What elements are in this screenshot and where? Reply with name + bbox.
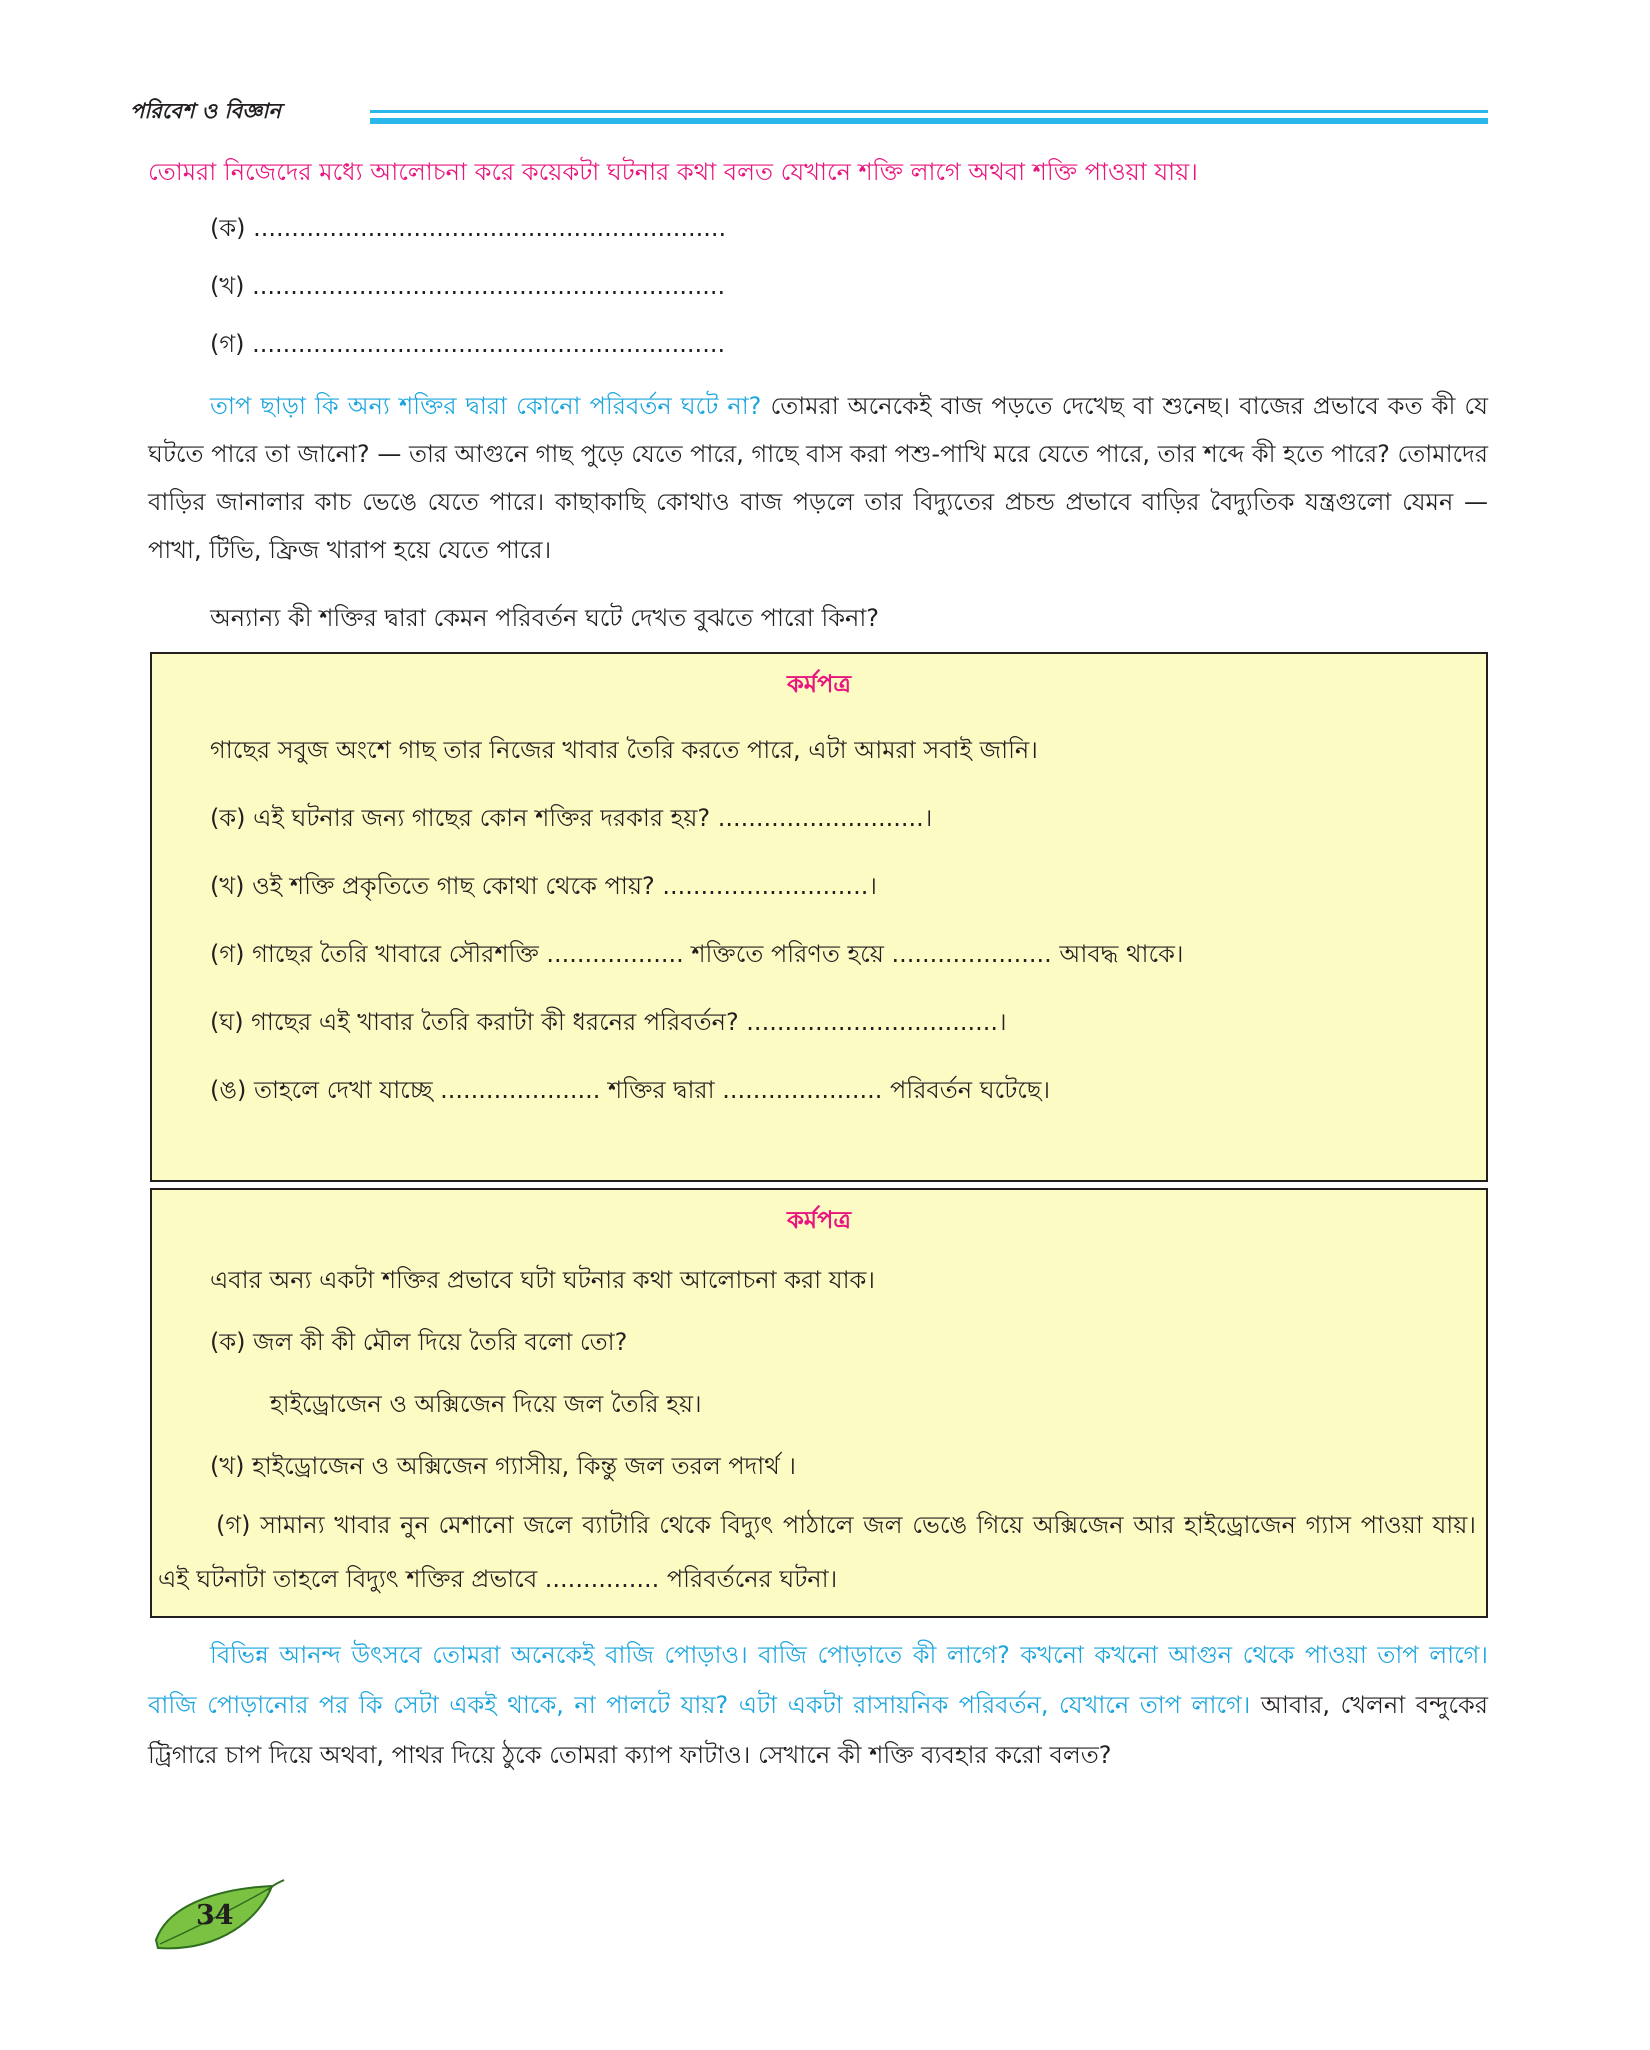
worksheet-intro: এবার অন্য একটা শক্তির প্রভাবে ঘটা ঘটনার কথা আলোচনা করা যাক।	[210, 1266, 875, 1294]
page-number: 34	[196, 1900, 234, 1931]
worksheet-item-kha: (খ) ওই শক্তি প্রকৃতিতে গাছ কোথা থেকে পায়? ...........................।	[210, 872, 877, 900]
intro-prompt: তোমরা নিজেদের মধ্যে আলোচনা করে কয়েকটা ঘটনার কথা বলত যেখানে শক্তি লাগে অথবা শক্তি পাওয়া যায়।	[148, 158, 1198, 186]
worksheet-item-ga: (গ) গাছের তৈরি খাবারে সৌরশক্তি .................. শক্তিতে পরিণত হয়ে ..................... আবদ্ধ থাকে।	[210, 940, 1184, 968]
paragraph-fireworks-body: আবার, খেলনা বন্দুকের ট্রিগারে চাপ দিয়ে অথবা, পাথর দিয়ে ঠুকে তোমরা ক্যাপ ফাটাও। সেখানে কী শক্তি ব্যবহার করো বলত?	[148, 1691, 1488, 1769]
worksheet-item-ka: (ক) জল কী কী মৌল দিয়ে তৈরি বলো তো?	[210, 1328, 628, 1356]
header-rule-thin	[370, 110, 1488, 113]
worksheet-item-ka: (ক) এই ঘটনার জন্য গাছের কোন শক্তির দরকার হয়? ...........................।	[210, 804, 933, 832]
worksheet-box-2	[150, 1188, 1488, 1618]
header-rule-thick	[370, 118, 1488, 124]
paragraph-fireworks	[148, 1630, 1488, 1780]
page-number-leaf	[150, 1878, 285, 1958]
worksheet-item-uma: (ঙ) তাহলে দেখা যাচ্ছে ..................... শক্তির দ্বারা ..................... পরিবর্তন ঘটেছে।	[210, 1076, 1051, 1104]
worksheet-answer-ka: হাইড্রোজেন ও অক্সিজেন দিয়ে জল তৈরি হয়।	[270, 1390, 702, 1418]
paragraph-lightning-question: তাপ ছাড়া কি অন্য শক্তির দ্বারা কোনো পরিবর্তন ঘটে না?	[210, 392, 762, 420]
paragraph-fireworks-highlight: বিভিন্ন আনন্দ উৎসবে তোমরা অনেকেই বাজি পোড়াও। বাজি পোড়াতে কী লাগে? কখনো কখনো আগুন থেকে পাওয়া তাপ লাগে। বাজি পোড়ানোর পর কি সেটা একই থাকে, না পালটে যায়? এটা একটা রাসায়নিক পরিবর্তন, যেখানে তাপ লাগে।	[148, 1641, 1488, 1719]
worksheet-title: কর্মপত্র	[786, 670, 852, 698]
worksheet-box-1	[150, 652, 1488, 1182]
worksheet-item-kha: (খ) হাইড্রোজেন ও অক্সিজেন গ্যাসীয়, কিন্তু জল তরল পদার্থ ।	[210, 1452, 797, 1480]
blank-line-ga: (গ) ..............................................................	[210, 330, 726, 358]
running-header-title: পরিবেশ ও বিজ্ঞান	[130, 98, 281, 123]
paragraph-other-energy: অন্যান্য কী শক্তির দ্বারা কেমন পরিবর্তন ঘটে দেখত বুঝতে পারো কিনা?	[210, 604, 880, 632]
worksheet-item-ga: (গ) সামান্য খাবার নুন মেশানো জলে ব্যাটারি থেকে বিদ্যুৎ পাঠালে জল ভেঙে গিয়ে অক্সিজেন আর হাইড্রোজেন গ্যাস পাওয়া যায়। এই ঘটনাটা তাহলে বিদ্যুৎ শক্তির প্রভাবে ............... পরিবর্তনের ঘটনা।	[158, 1511, 1476, 1593]
blank-line-ka: (ক) ..............................................................	[210, 214, 727, 242]
blank-line-kha: (খ) ..............................................................	[210, 272, 726, 300]
worksheet-title: কর্মপত্র	[786, 1206, 852, 1234]
paragraph-lightning-body: তোমরা অনেকেই বাজ পড়তে দেখেছ বা শুনেছ। বাজের প্রভাবে কত কী যে ঘটতে পারে তা জানো? — তার আগুনে গাছ পুড়ে যেতে পারে, গাছে বাস করা পশু-পাখি মরে যেতে পারে, তার শব্দে কী হতে পারে? তোমাদের বাড়ির জানালার কাচ ভেঙে যেতে পারে। কাছাকাছি কোথাও বাজ পড়লে তার বিদ্যুতের প্রচন্ড প্রভাবে বাড়ির বৈদ্যুতিক যন্ত্রগুলো যেমন — পাখা, টিভি, ফ্রিজ খারাপ হয়ে যেতে পারে।	[148, 392, 1488, 564]
worksheet-item-gha: (ঘ) গাছের এই খাবার তৈরি করাটা কী ধরনের পরিবর্তন? .................................।	[210, 1008, 1007, 1036]
worksheet-intro: গাছের সবুজ অংশে গাছ তার নিজের খাবার তৈরি করতে পারে, এটা আমরা সবাই জানি।	[210, 736, 1038, 764]
paragraph-lightning	[148, 382, 1488, 574]
